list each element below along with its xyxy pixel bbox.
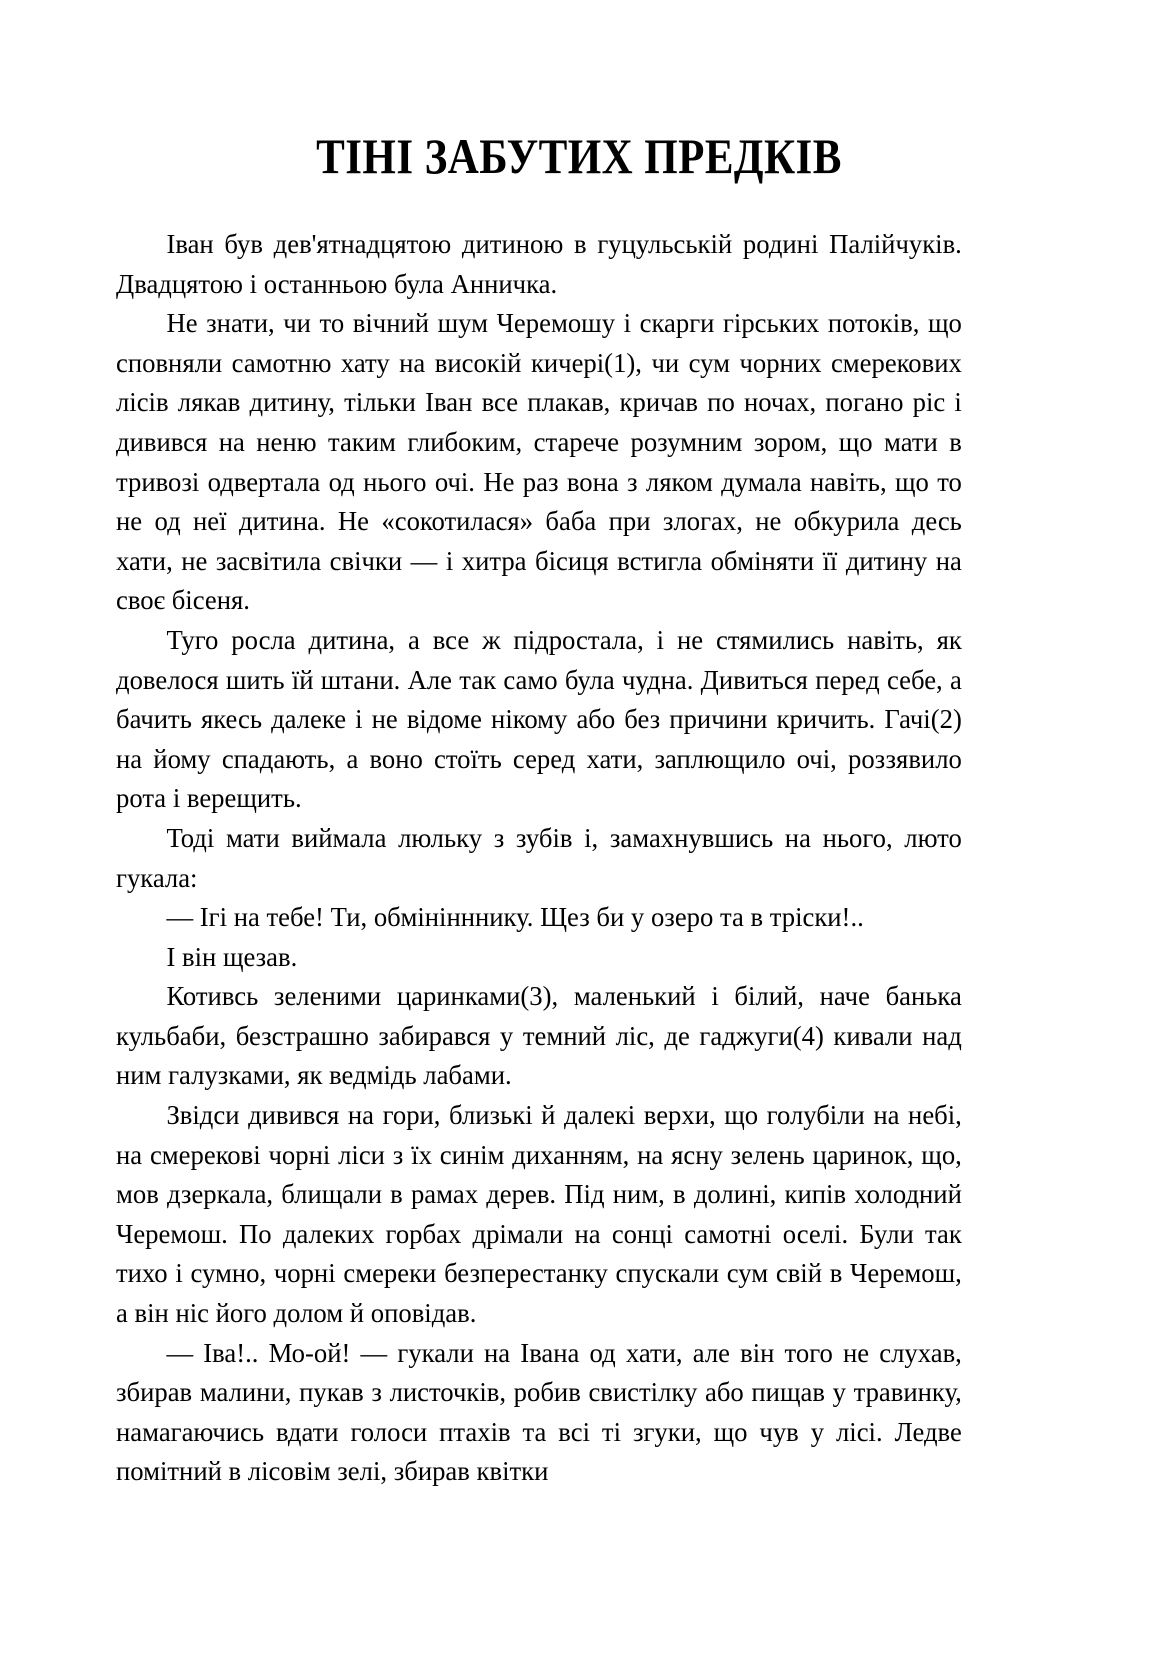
paragraph: Не знати, чи то вічний шум Черемошу і скарги гірських потоків, що сповняли самотню хату на високій кичері(1), чи сум чорних смерекових лісів лякав дитину, тільки Іван все плакав, кричав по ночах, погано ріс і дивився на неню таким глибоким, старече розумним зором, що мати в тривозі одвертала од нього очі. Не раз вона з ляком думала навіть, що то не од неї дитина. Не «сокотилася» баба при злогах, не обкурила десь хати, не засвітила свічки — і хитра бісиця встигла обміняти її дитину на своє бісеня. (116, 307, 962, 616)
paragraph: І він щезав. (166, 940, 298, 972)
dialogue-paragraph: — Іва!.. Мо-ой! — гукали на Івана од хати, але він того не слухав, збирав малини, пукав з листочків, робив свистілку або пищав у травинку, намагаючись вдати голоси птахів та всі ті згуки, що чув у лісі. Ледве помітний в лісовім зелі, збирав квітки (116, 1336, 962, 1487)
body-text-column (116, 224, 988, 1491)
dialogue-paragraph: — Ігі на тебе! Ти, обмінінннику. Щез би у озеро та в тріски!.. (166, 901, 864, 933)
page-title: ТІНІ ЗАБУТИХ ПРЕДКІВ (316, 127, 842, 184)
paragraph: Іван був дев'ятнадцятою дитиною в гуцульській родині Палійчуків. Двадцятою і останньою була Анничка. (116, 228, 962, 299)
paragraph: Звідси дивився на гори, близькі й далекі верхи, що голубіли на небі, на смерекові чорні ліси з їх синім диханням, на ясну зелень царинок, що, мов дзеркала, блищали в рамах дерев. Під ним, в долині, кипів холодний Черемош. По далеких горбах дрімали на сонці самотні оселі. Були так тихо і сумно, чорні смереки безперестанку спускали сум свій в Черемош, а він ніс його долом й оповідав. (116, 1099, 962, 1329)
paragraph: Тоді мати виймала люльку з зубів і, замахнувшись на нього, люто гукала: (116, 821, 962, 893)
paragraph: Котивсь зеленими царинками(3), маленький і білий, наче банька кульбаби, безстрашно забирався у темний ліс, де гаджуги(4) кивали над ним галузками, як ведмідь лабами. (116, 980, 962, 1091)
paragraph: Туго росла дитина, а все ж підростала, і не стямились навіть, як довелося шить їй штани. Але так само була чудна. Дивиться перед себе, а бачить якесь далеке і не відоме нікому або без причини кричить. Гачі(2) на йому спадають, а воно стоїть серед хати, заплющило очі, роззявило рота і верещить. (116, 623, 962, 814)
